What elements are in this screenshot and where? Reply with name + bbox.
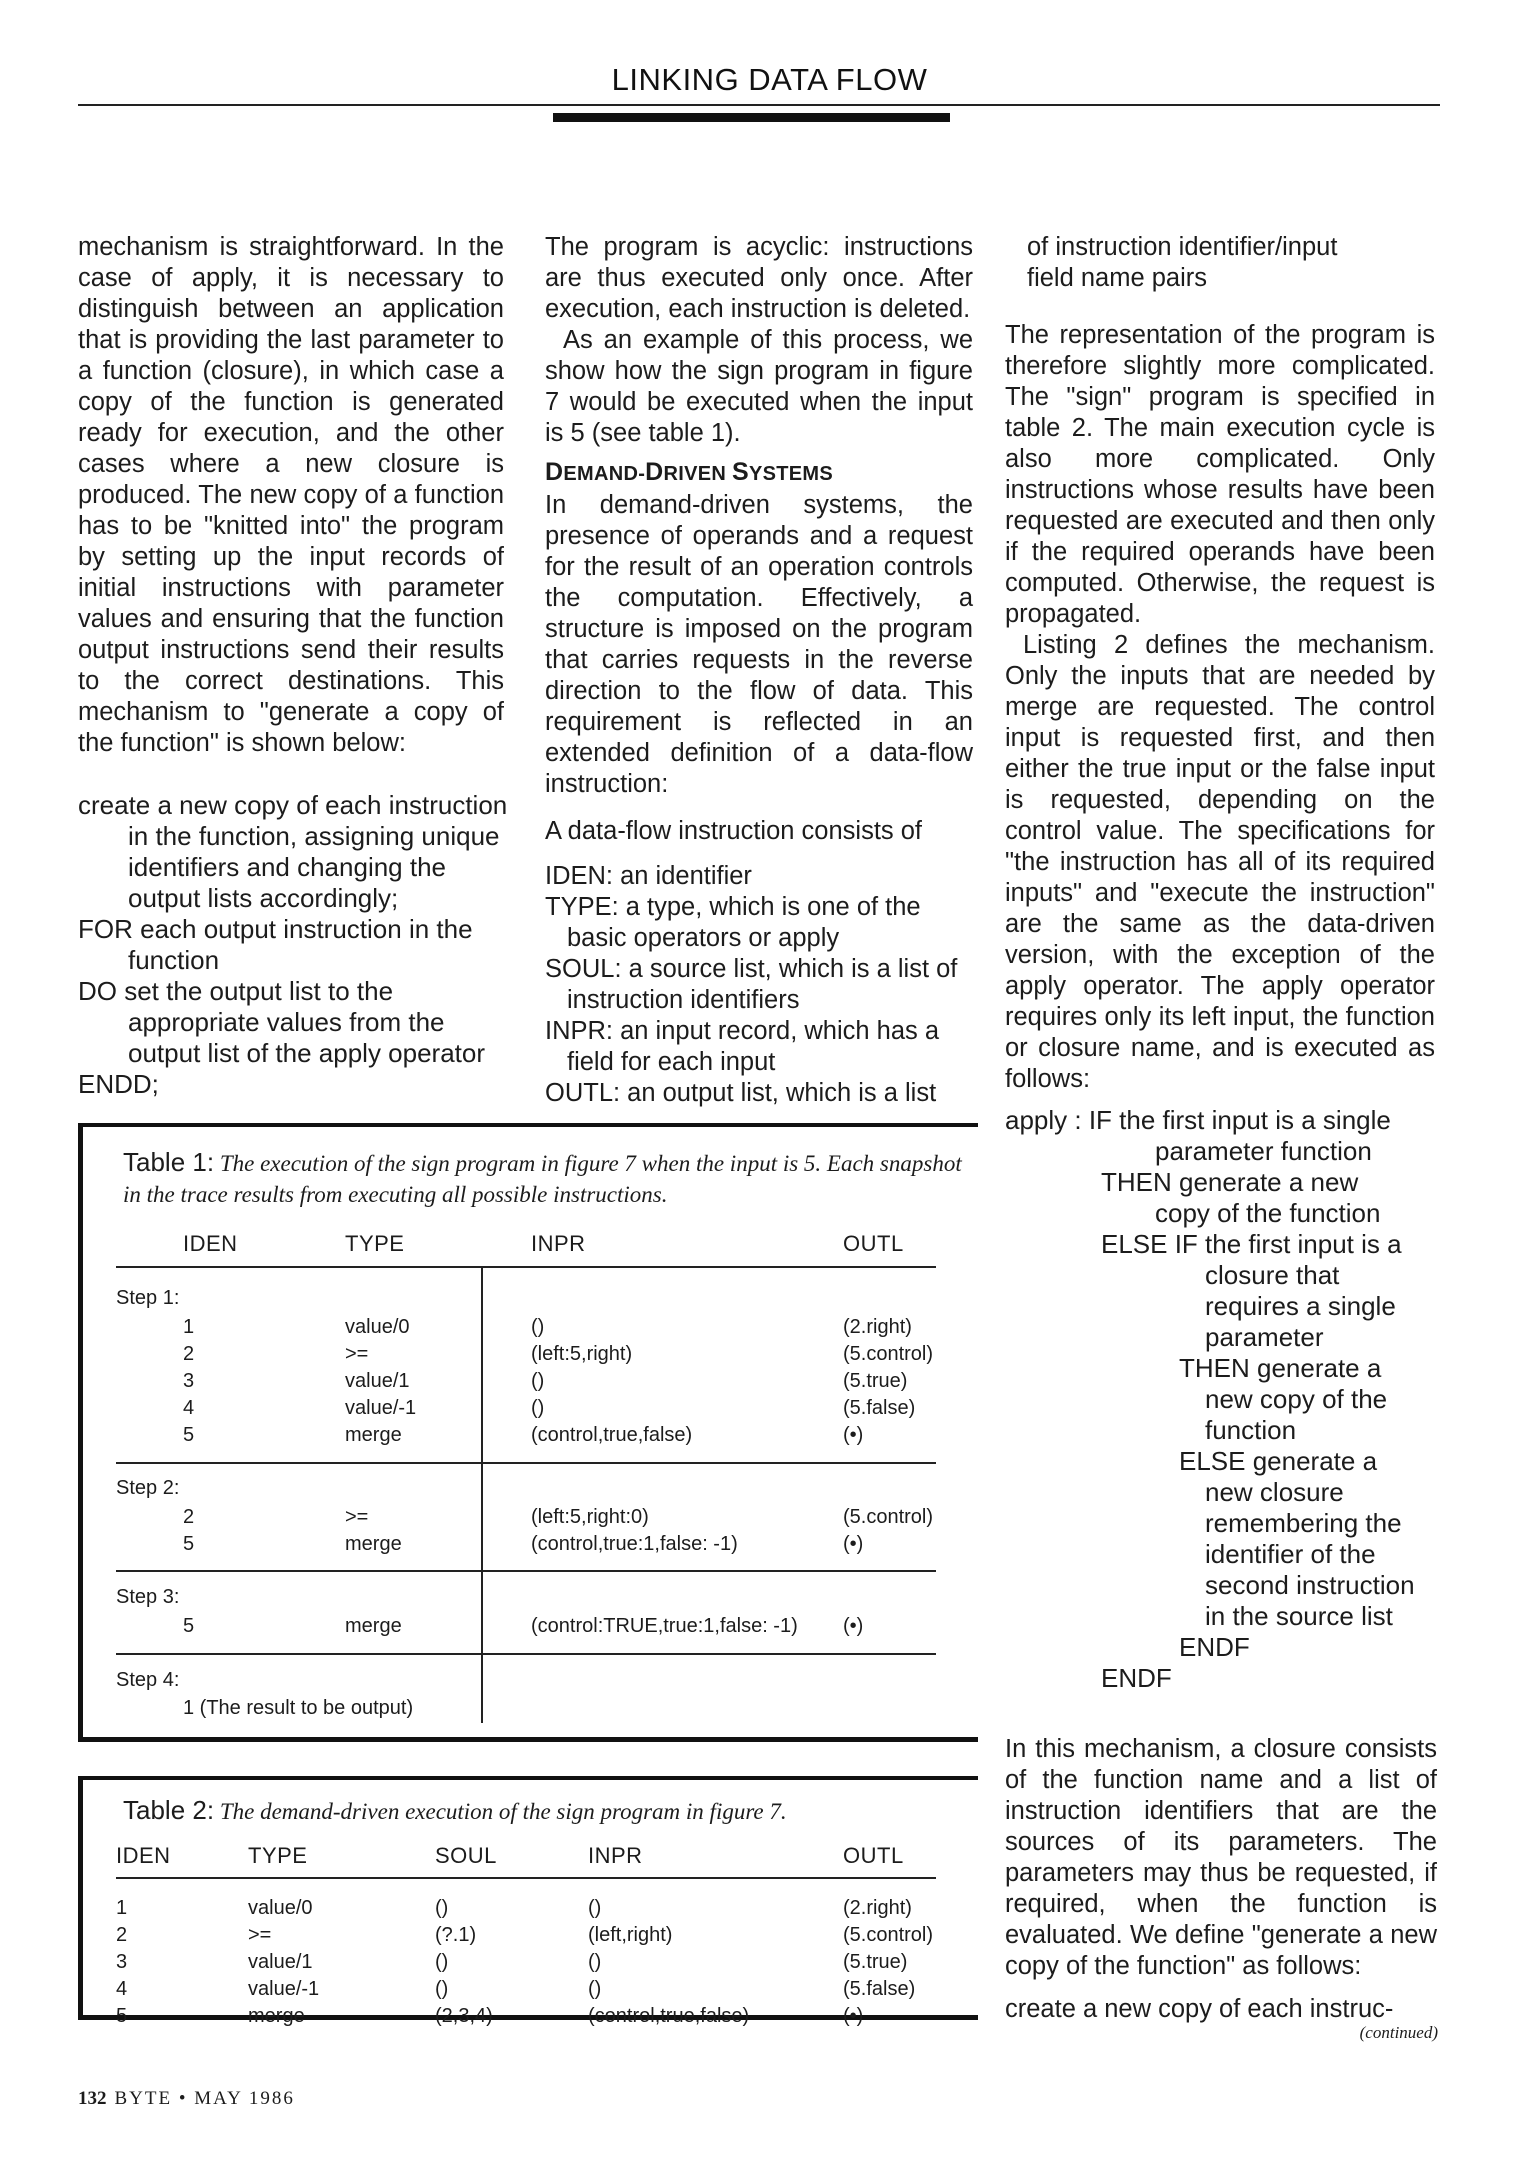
code-line: in the source list xyxy=(1205,1601,1393,1631)
code-line: appropriate values from the xyxy=(128,1007,445,1037)
copy-function-code xyxy=(78,790,508,1100)
col-header-iden: IDEN xyxy=(183,1231,238,1256)
code-line: function xyxy=(128,945,220,975)
definition-item: IDEN: an identifier xyxy=(545,862,752,890)
step-label: Step 3: xyxy=(116,1586,180,1608)
running-header: LINKING DATA FLOW xyxy=(611,62,928,97)
code-line: ENDF xyxy=(1101,1663,1172,1693)
step-label: Step 1: xyxy=(116,1287,180,1309)
table-rule xyxy=(116,1462,936,1464)
body-line: create a new copy of each instruc- xyxy=(1005,1995,1394,2023)
code-line: function xyxy=(1205,1415,1297,1445)
code-line: new closure xyxy=(1205,1477,1344,1507)
section-heading: DEMAND-DRIVEN SYSTEMS xyxy=(545,458,834,486)
col-header-type: TYPE xyxy=(248,1843,308,1868)
step-label: Step 2: xyxy=(116,1477,180,1499)
step-label: Step 4: xyxy=(116,1669,180,1691)
definition-item: OUTL: an output list, which is a list xyxy=(545,1079,937,1107)
code-line: THEN generate a xyxy=(1179,1353,1382,1383)
col-header-type: TYPE xyxy=(345,1231,405,1256)
continued-note: (continued) xyxy=(1359,2023,1438,2042)
code-line: ELSE IF the first input is a xyxy=(1101,1229,1402,1259)
code-line: output lists accordingly; xyxy=(128,883,399,913)
body-paragraph: Listing 2 defines the mechanism. Only the inputs that are needed by merge are requested. The control input is requested first, and then either the true input or the false input is requested, depending on the control value. The specifications for "the instruction has all of its required inputs" and "execute the instruction" are the same as the data-driven version, with the exception of the apply operator. The apply operator requires only its left input, the function or closure name, and is executed as follows: xyxy=(1005,631,1435,1093)
col-header-iden: IDEN xyxy=(116,1843,171,1868)
publication-line: BYTE • MAY 1986 xyxy=(114,2088,295,2109)
code-line: second instruction xyxy=(1205,1570,1415,1600)
table-rule xyxy=(116,1877,936,1879)
col-header-inpr: INPR xyxy=(531,1231,586,1256)
header-rule xyxy=(78,104,1440,106)
column-3-bottom xyxy=(1005,1734,1437,2025)
page-footer xyxy=(78,2088,295,2110)
code-line: copy of the function xyxy=(1155,1198,1381,1228)
col-header-soul: SOUL xyxy=(435,1843,497,1868)
body-paragraph: In this mechanism, a closure consists of the function name and a list of instruction identifiers that are the sources of its parameters. The parameters may thus be requested, if required, when the function is evaluated. We define "generate a new copy of the function" as follows: xyxy=(1005,1735,1437,1980)
col-header-outl: OUTL xyxy=(843,1231,904,1256)
code-line: identifiers and changing the xyxy=(128,852,447,882)
code-line: FOR each output instruction in the xyxy=(78,914,473,944)
code-line: ENDF xyxy=(1179,1632,1250,1662)
code-line: apply : IF the first input is a single xyxy=(1005,1105,1391,1135)
body-paragraph: The representation of the program is therefore slightly more complicated. The "sign" program is specified in table 2. The main execution cycle is also more complicated. Only instructions whose results have been requested are executed and then only if the required operands have been computed. Otherwise, the request is propagated. xyxy=(1005,321,1435,628)
apply-code xyxy=(1005,1105,1435,1694)
table-rule xyxy=(116,1570,936,1572)
table-rule xyxy=(116,1266,936,1268)
code-line: identifier of the xyxy=(1205,1539,1376,1569)
code-line: remembering the xyxy=(1205,1508,1402,1538)
col-header-outl: OUTL xyxy=(843,1843,904,1868)
definition-item: INPR: an input record, which has a field for each input xyxy=(545,1017,940,1076)
code-line: new copy of the xyxy=(1205,1384,1388,1414)
body-paragraph: In demand-driven systems, the presence of operands and a request for the result of an operation controls the computation. Effectively, a structure is imposed on the program that carries requests in the reverse direction to the flow of data. This requirement is reflected in an extended definition of a data-flow instruction: xyxy=(545,491,973,798)
definition-intro: A data-flow instruction consists of xyxy=(545,817,923,845)
table-1-caption: Table 1: The execution of the sign program in figure 7 when the input is 5. Each snapshot in the trace results from executing all possible instructions. xyxy=(123,1147,962,1207)
header-bar xyxy=(553,113,950,122)
column-2 xyxy=(545,232,973,1109)
table-2-caption: Table 2: The demand-driven execution of the sign program in figure 7. xyxy=(123,1795,787,1825)
column-1 xyxy=(78,232,508,1100)
code-line: in the function, assigning unique xyxy=(128,821,500,851)
code-line: ENDD; xyxy=(78,1069,159,1099)
code-line: DO set the output list to the xyxy=(78,976,394,1006)
table-1: Table 1: The execution of the sign program in figure 7 when the input is 5. Each snapshot in the trace results from executing all possible instructions. IDEN TYPE INPR OUTL Step 1: 1 value/0 () (2.right) 2 >= (left:5,right) (5.control) 3 value/1 () (5.true) 4 value/-1 () (5.false) 5 merge (control,true,false) (•) Step 2: 2 >= (left:5,right:0) (5.control) 5 merge (control,true:1,false: -1) (•) Step 3: 5 merge (control:TRUE,true:1,false: -1) (•) Step 4: 1 (The result to be output) xyxy=(78,1123,978,1742)
code-line: parameter function xyxy=(1155,1136,1372,1166)
col-header-inpr: INPR xyxy=(588,1843,643,1868)
definition-continuation: of instruction identifier/input xyxy=(1027,233,1338,261)
code-line: create a new copy of each instruction xyxy=(78,790,508,820)
code-line: THEN generate a new xyxy=(1101,1167,1359,1197)
code-line: closure that xyxy=(1205,1260,1340,1290)
table-2: Table 2: The demand-driven execution of the sign program in figure 7. IDEN TYPE SOUL INPR OUTL 1 value/0 () () (2.right) 2 >= (?.1) (left,right) (5.control) 3 value/1 () () (5.true) 4 value/-1 () () (5.false) 5 merge (2,3,4) (control,true,false) (•) xyxy=(78,1776,978,2020)
definition-item: SOUL: a source list, which is a list of instruction identifiers xyxy=(545,955,958,1014)
code-line: output list of the apply operator xyxy=(128,1038,486,1068)
code-line: ELSE generate a xyxy=(1179,1446,1378,1476)
definition-list xyxy=(545,861,973,1109)
body-paragraph: The program is acyclic: instructions are thus executed only once. After execution, each instruction is deleted. xyxy=(545,233,973,323)
code-line: requires a single xyxy=(1205,1291,1396,1321)
column-3-top xyxy=(1005,232,1435,1095)
definition-continuation: field name pairs xyxy=(1027,264,1208,292)
code-line: parameter xyxy=(1205,1322,1324,1352)
definition-item: TYPE: a type, which is one of the basic operators or apply xyxy=(545,893,921,952)
body-paragraph: mechanism is straightforward. In the case of apply, it is necessary to distinguish between an application that is providing the last parameter to a function (closure), in which case a copy of the function is generated ready for execution, and the other cases where a new closure is produced. The new copy of a function has to be "knitted into" the program by setting up the input records of initial instructions with parameter values and ensuring that the function output instructions send their results to the correct destinations. This mechanism to "generate a copy of the function" is shown below: xyxy=(78,233,504,757)
body-paragraph: As an example of this process, we show how the sign program in figure 7 would be executed when the input is 5 (see table 1). xyxy=(545,326,973,447)
table-rule xyxy=(116,1653,936,1655)
page-number: 132 xyxy=(78,2088,107,2109)
